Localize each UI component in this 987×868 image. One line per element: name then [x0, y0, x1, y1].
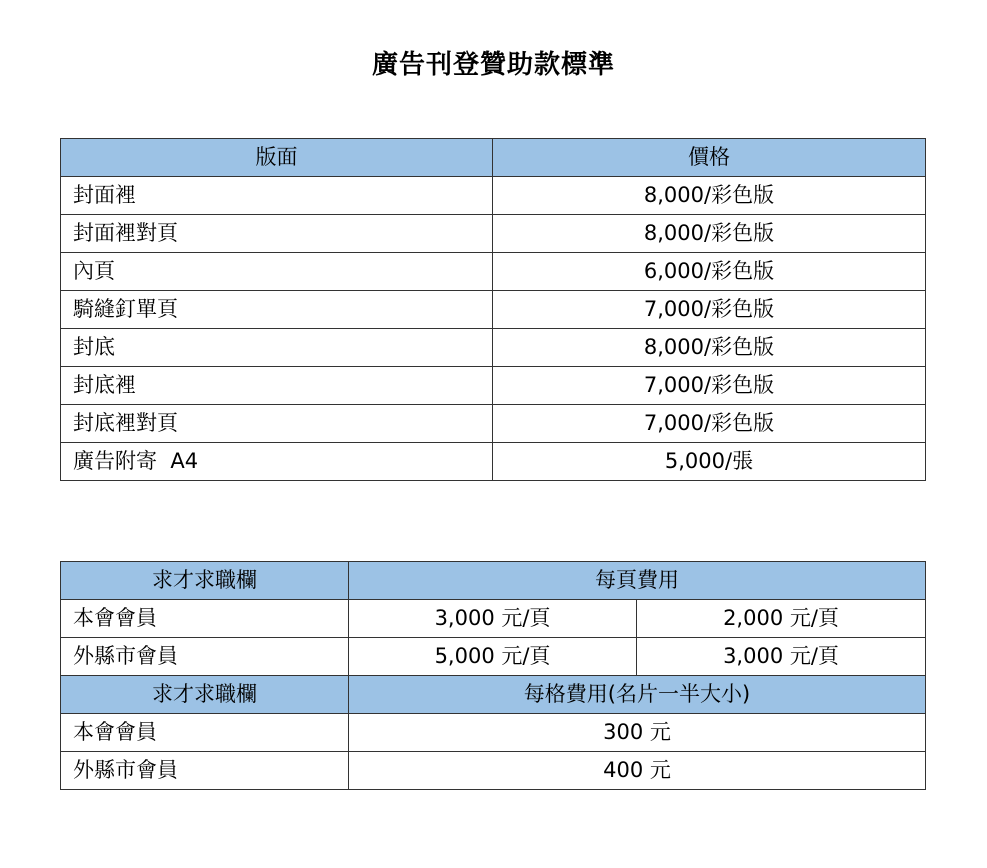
table-row [61, 714, 926, 752]
column-header-fee-per-slot: 每格費用(名片一半大小) [349, 676, 926, 714]
row-label: 封底 [61, 329, 493, 367]
table-row [61, 752, 926, 790]
row-label: 廣告附寄 A4 [61, 443, 493, 481]
job-ad-price-table [60, 561, 926, 790]
page-title: 廣告刊登贊助款標準 [371, 50, 615, 80]
table-row [61, 291, 926, 329]
row-price: 8,000/彩色版 [493, 329, 926, 367]
table-row [61, 329, 926, 367]
table-row [61, 367, 926, 405]
row-fee-a: 5,000 元/頁 [349, 638, 637, 676]
row-label: 外縣市會員 [61, 752, 349, 790]
row-price: 7,000/彩色版 [493, 291, 926, 329]
column-header-price: 價格 [493, 139, 926, 177]
row-price: 7,000/彩色版 [493, 367, 926, 405]
row-fee-b: 2,000 元/頁 [637, 600, 926, 638]
row-label: 本會會員 [61, 714, 349, 752]
row-fee-a: 3,000 元/頁 [349, 600, 637, 638]
row-label: 騎縫釘單頁 [61, 291, 493, 329]
row-label: 封面裡 [61, 177, 493, 215]
row-label: 封底裡 [61, 367, 493, 405]
row-fee: 300 元 [349, 714, 926, 752]
row-fee: 400 元 [349, 752, 926, 790]
column-header-category: 求才求職欄 [61, 676, 349, 714]
table-row [61, 253, 926, 291]
row-price: 8,000/彩色版 [493, 177, 926, 215]
column-header-category: 求才求職欄 [61, 562, 349, 600]
table-row [61, 177, 926, 215]
table-row [61, 405, 926, 443]
row-price: 8,000/彩色版 [493, 215, 926, 253]
row-label: 內頁 [61, 253, 493, 291]
table-row [61, 638, 926, 676]
row-fee-b: 3,000 元/頁 [637, 638, 926, 676]
row-label: 封面裡對頁 [61, 215, 493, 253]
table-header-row [61, 139, 926, 177]
table-header-row [61, 562, 926, 600]
table-row [61, 600, 926, 638]
table-row [61, 215, 926, 253]
row-price: 5,000/張 [493, 443, 926, 481]
row-price: 6,000/彩色版 [493, 253, 926, 291]
table-header-row [61, 676, 926, 714]
row-label: 外縣市會員 [61, 638, 349, 676]
table-row [61, 443, 926, 481]
row-label: 封底裡對頁 [61, 405, 493, 443]
row-price: 7,000/彩色版 [493, 405, 926, 443]
column-header-layout: 版面 [61, 139, 493, 177]
row-label: 本會會員 [61, 600, 349, 638]
column-header-fee-per-page: 每頁費用 [349, 562, 926, 600]
ad-price-table [60, 138, 926, 481]
